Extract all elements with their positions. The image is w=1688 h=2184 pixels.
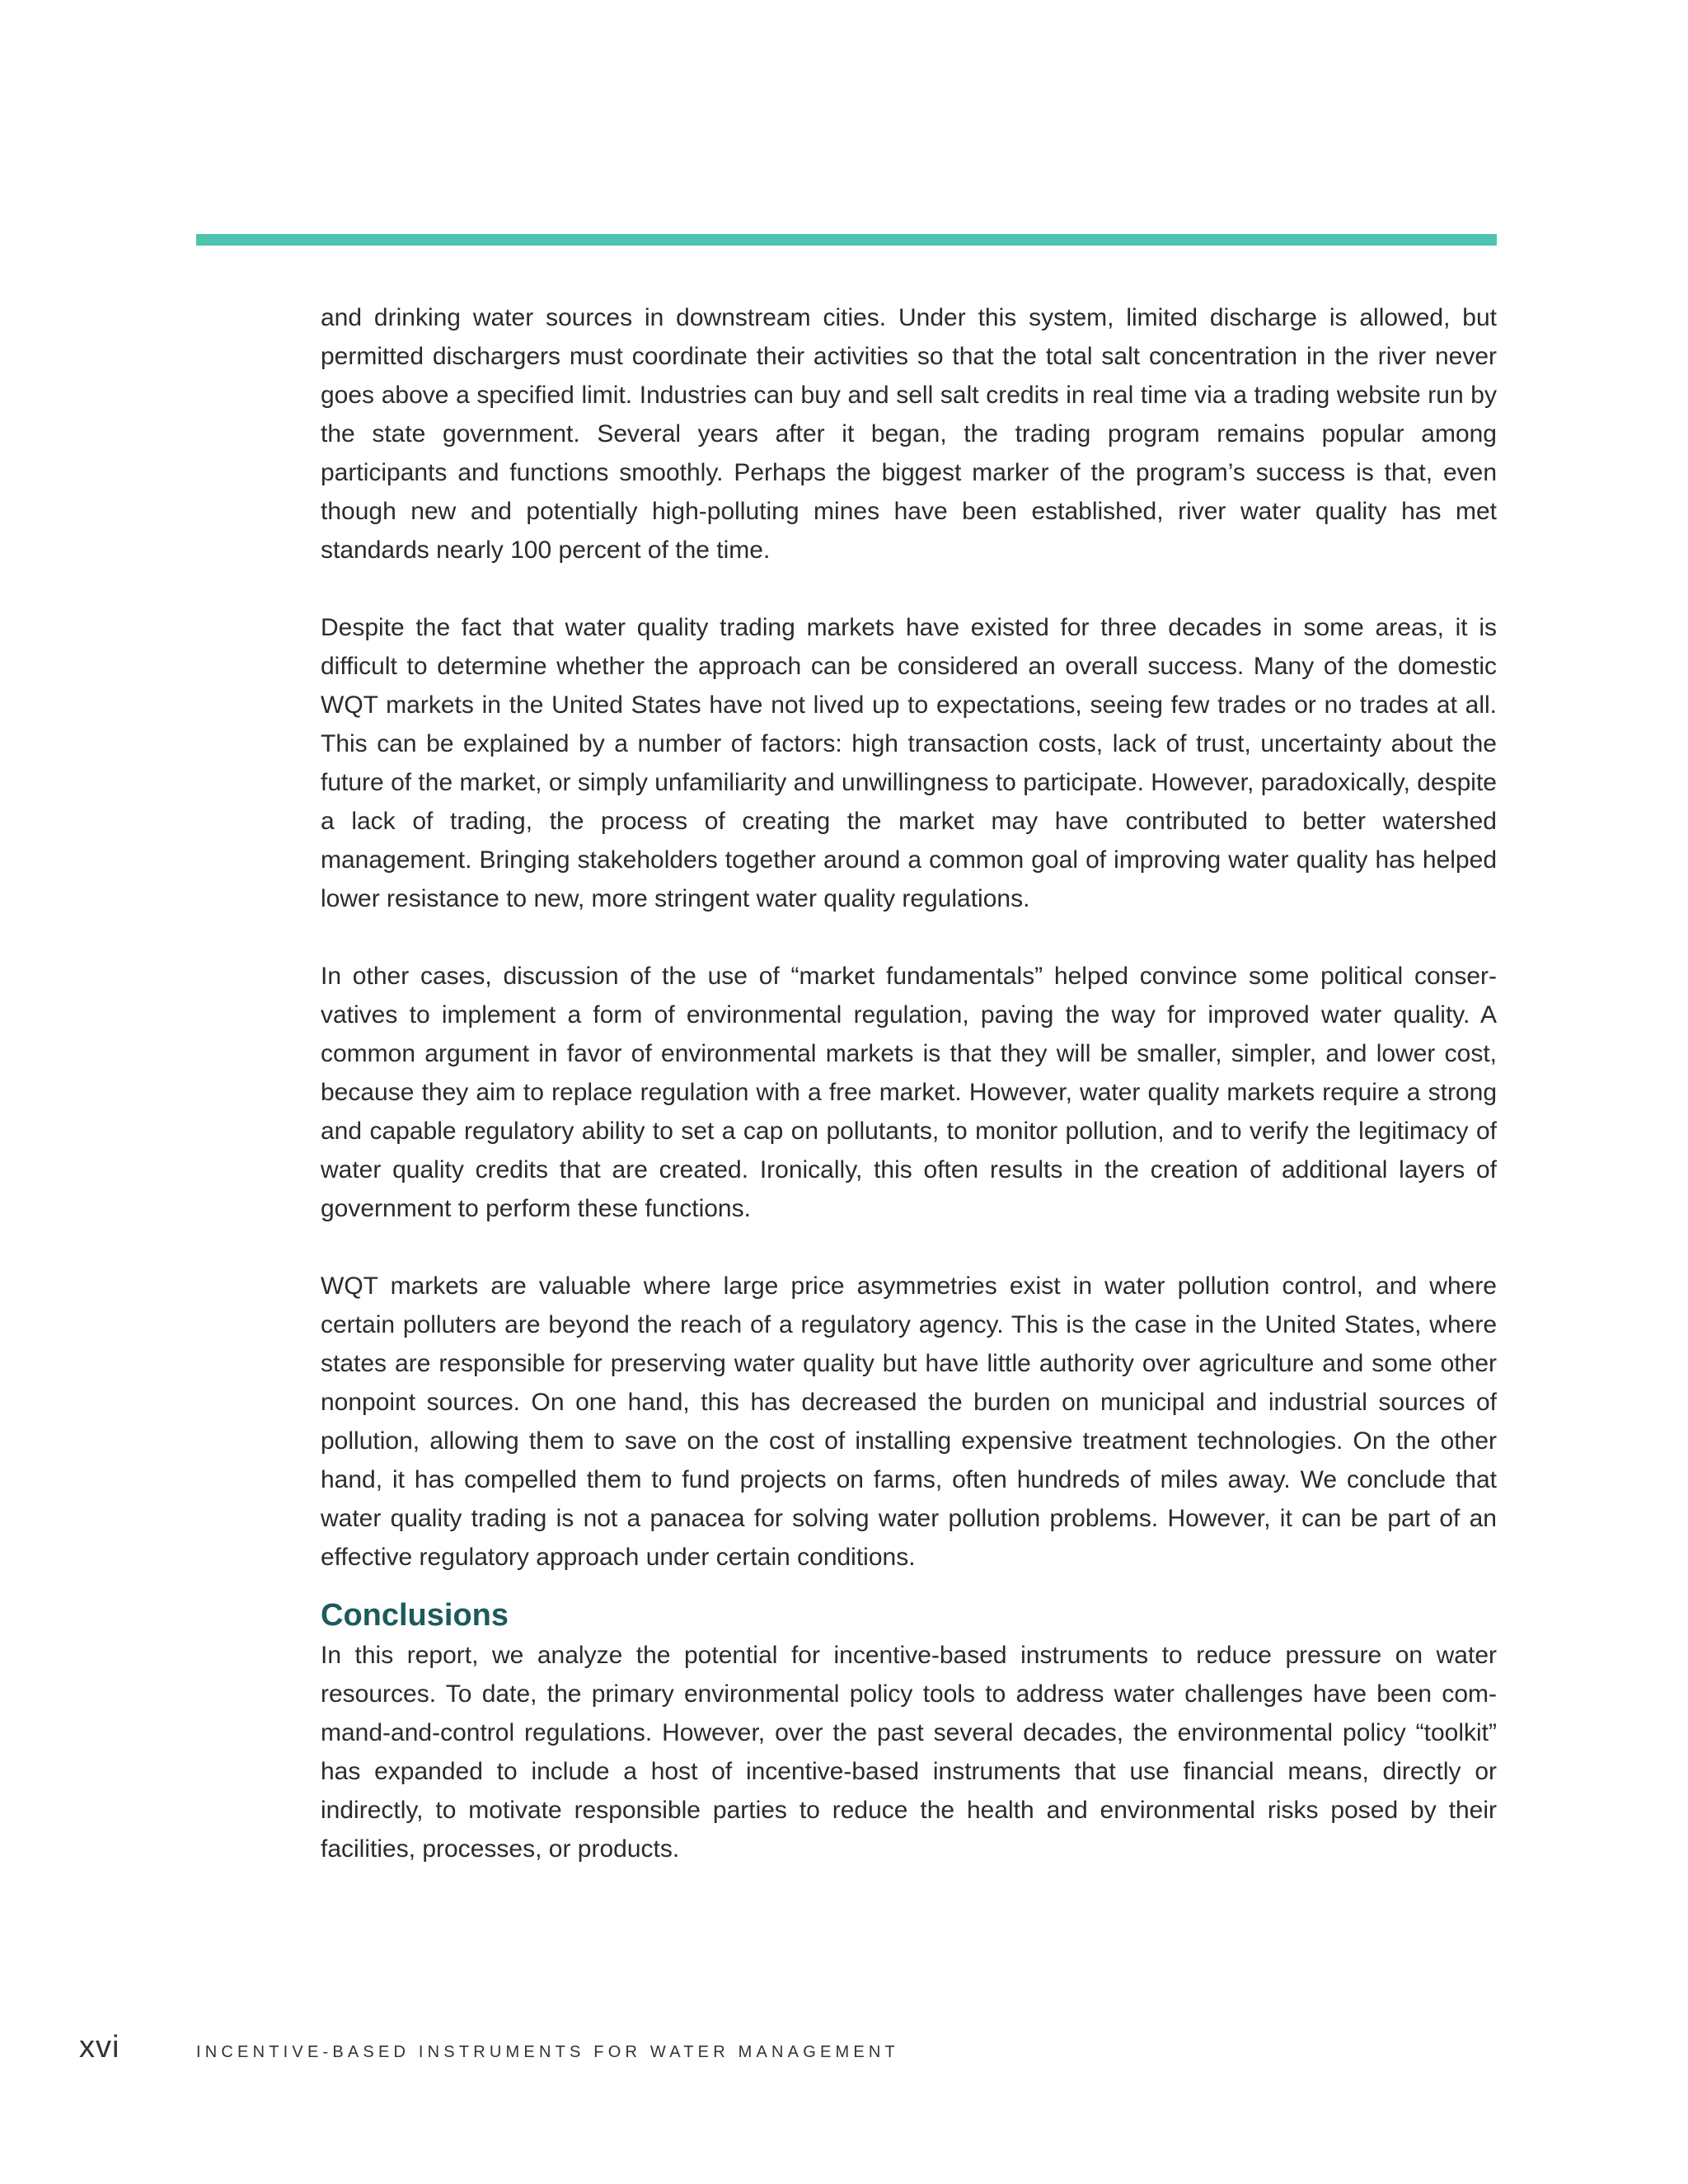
page-footer	[79, 2030, 899, 2065]
body-paragraph-1: and drinking water sources in downstream cities. Under this system, limited discharge is allowed, but permitted dischargers must coordinate their activities so that the total salt concentration in the river never goes above a specified limit. Industries can buy and sell salt credits in real time via a trading website run by the state government. Several years after it began, the trading program remains popular among participants and functions smoothly. Perhaps the biggest marker of the program’s success is that, even though new and potentially high-polluting mines have been established, river water quality has met standards nearly 100 percent of the time.	[321, 304, 1497, 564]
page-number: xvi	[79, 2030, 120, 2064]
conclusions-heading: Conclusions	[321, 1598, 509, 1633]
conclusions-paragraph: In this report, we analyze the potential for incentive-based instruments to reduce pressure on water resources. To date, the primary environmental policy tools to address water challenges have been command-and-control regulations. However, over the past several decades, the environmental policy “toolkit” has expanded to include a host of incentive-based instruments that use financial means, directly or indirectly, to motivate responsible parties to reduce the health and environmental risks posed by their facilities, processes, or products.	[321, 1642, 1497, 1863]
header-accent-rule	[196, 234, 1497, 246]
body-paragraph-3: In other cases, discussion of the use of “market fundamentals” helped convince some political conservatives to implement a form of environmental regulation, paving the way for improved water quality. A common argument in favor of environmental markets is that they will be smaller, simpler, and lower cost, because they aim to replace regulation with a free market. However, water quality markets require a strong and capable regulatory ability to set a cap on pollutants, to monitor pollution, and to verify the legitimacy of water quality credits that are created. Ironically, this often results in the creation of additional layers of government to perform these functions.	[321, 963, 1497, 1222]
page-body	[321, 298, 1497, 1907]
running-title: INCENTIVE-BASED INSTRUMENTS FOR WATER MANAGEMENT	[196, 2043, 899, 2061]
body-paragraph-4: WQT markets are valuable where large price asymmetries exist in water pollution control, and where certain polluters are beyond the reach of a regulatory agency. This is the case in the United States, where states are responsible for preserving water quality but have little authority over agriculture and some other nonpoint sources. On one hand, this has decreased the burden on municipal and industrial sources of pollution, allowing them to save on the cost of installing expensive treatment technologies. On the other hand, it has compelled them to fund projects on farms, often hundreds of miles away. We conclude that water quality trading is not a panacea for solving water pollution problems. However, it can be part of an effective regulatory approach under certain conditions.	[321, 1272, 1497, 1571]
body-paragraph-2: Despite the fact that water quality trading markets have existed for three decades in some areas, it is difficult to determine whether the approach can be considered an overall success. Many of the domestic WQT markets in the United States have not lived up to expectations, seeing few trades or no trades at all. This can be explained by a number of factors: high transaction costs, lack of trust, uncertainty about the future of the market, or simply unfamiliarity and unwillingness to participate. However, paradoxically, despite a lack of trading, the process of creating the market may have contributed to better watershed management. Bringing stakeholders together around a common goal of improving water quality has helped lower resistance to new, more stringent water quality regulations.	[321, 614, 1497, 912]
